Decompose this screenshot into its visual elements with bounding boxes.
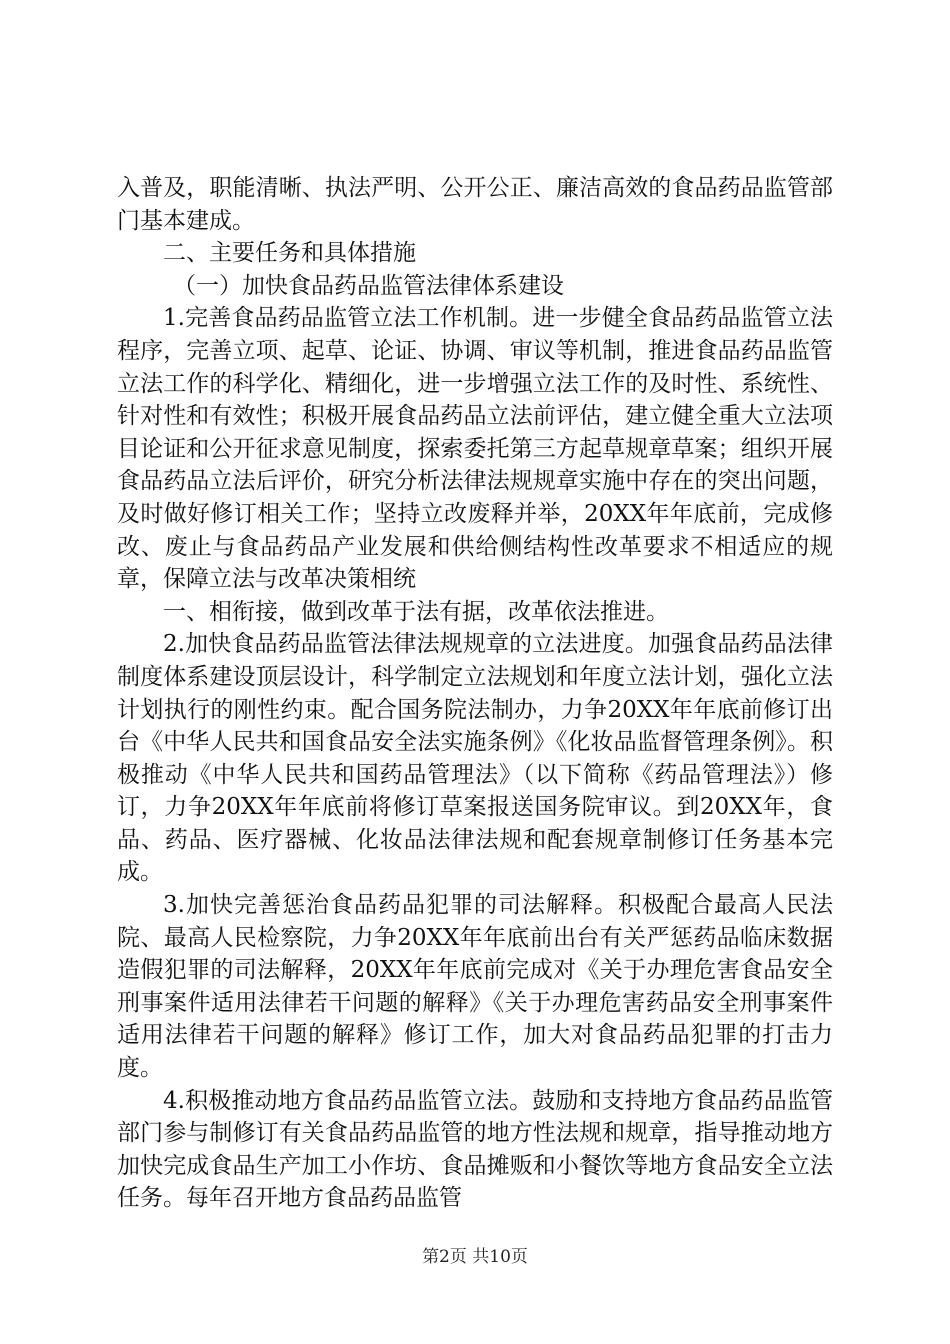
document-body	[117, 172, 833, 1215]
page-number-footer: 第2页 共10页	[422, 1247, 528, 1267]
paragraph-item-1-continued: 一、相衔接，做到改革于法有据，改革依法推进。	[163, 598, 669, 625]
paragraph-item-1: 1.完善食品药品监管立法工作机制。进一步健全食品药品监管立法程序，完善立项、起草、论证、协调、审议等机制，推进食品药品监管立法工作的科学化、精细化，进一步增强立法工作的及时性、系统性、针对性和有效性；积极开展食品药品立法前评估，建立健全重大立法项目论证和公开征求意见制度，探索委托第三方起草规章草案；组织开展食品药品立法后评价，研究分析法律法规规章实施中存在的突出问题，及时做好修订相关工作；坚持立改废释并举，20XX年年底前，完成修改、废止与食品药品产业发展和供给侧结构性改革要求不相适应的规章，保障立法与改革决策相统	[117, 305, 833, 593]
subsection-heading: （一）加快食品药品监管法律体系建设	[173, 272, 564, 299]
paragraph-item-2: 2.加快食品药品监管法律法规规章的立法进度。加强食品药品法律制度体系建设顶层设计，科学制定立法规划和年度立法计划，强化立法计划执行的刚性约束。配合国务院法制办，力争20XX年年底前修订出台《中华人民共和国食品安全法实施条例》《化妆品监督管理条例》。积极推动《中华人民共和国药品管理法》（以下简称《药品管理法》）修订，力争20XX年年底前将修订草案报送国务院审议。到20XX年，食品、药品、医疗器械、化妆品法律法规和配套规章制修订任务基本完成。	[117, 631, 833, 886]
paragraph-item-3: 3.加快完善惩治食品药品犯罪的司法解释。积极配合最高人民法院、最高人民检察院，力争20XX年年底前出台有关严惩药品临床数据造假犯罪的司法解释，20XX年年底前完成对《关于办理危害食品安全刑事案件适用法律若干问题的解释》《关于办理危害药品安全刑事案件适用法律若干问题的解释》修订工作，加大对食品药品犯罪的打击力度。	[117, 892, 833, 1082]
section-heading: 二、主要任务和具体措施	[163, 240, 416, 267]
paragraph-continuation: 入普及，职能清晰、执法严明、公开公正、廉洁高效的食品药品监管部门基本建成。	[117, 175, 833, 234]
paragraph-item-4: 4.积极推动地方食品药品监管立法。鼓励和支持地方食品药品监管部门参与制修订有关食品药品监管的地方性法规和规章，指导推动地方加快完成食品生产加工小作坊、食品摊贩和小餐饮等地方食品安全立法任务。每年召开地方食品药品监管	[117, 1087, 833, 1212]
